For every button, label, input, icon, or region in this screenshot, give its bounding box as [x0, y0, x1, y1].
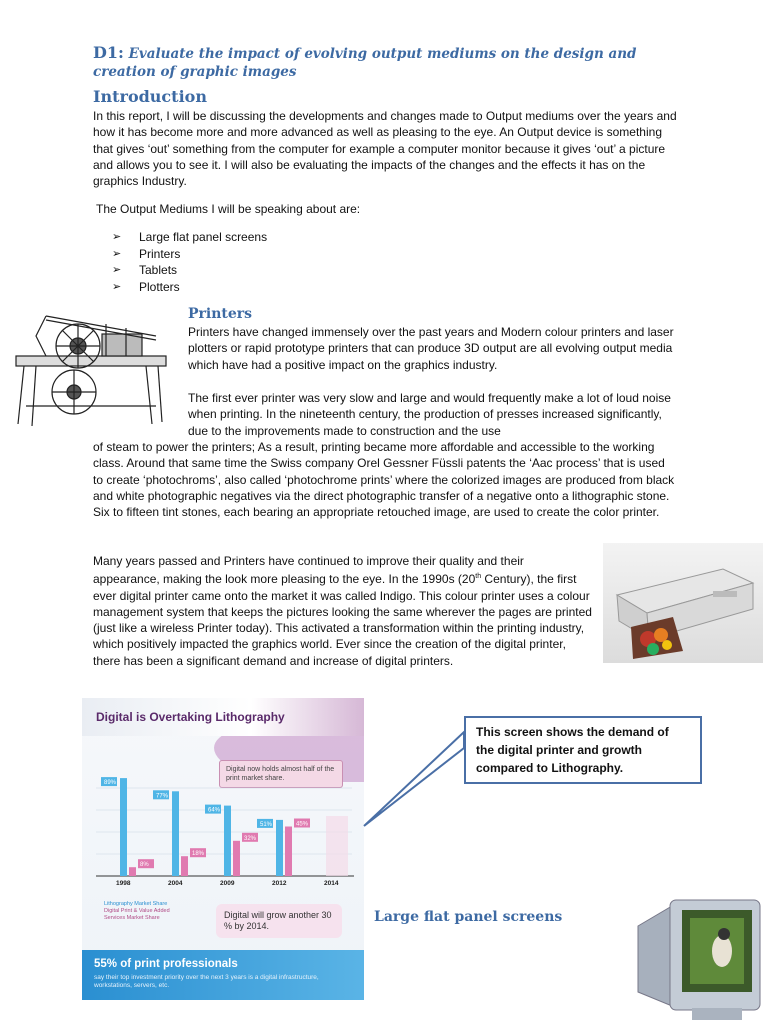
data-label-lithography: 51% [260, 821, 273, 828]
bar-lithography [120, 778, 127, 876]
x-tick-label: 1998 [116, 880, 131, 887]
printers-paragraph-2-rest: of steam to power the printers; As a result, printing became more affordable and accessible to the working class. Around that same time the Swiss company Orel Gessner Füssli patents the ‘Aac process’ that is used to create ‘photochroms’, also called ‘photochrome prints’ where the colorized images are produced from black and white photographic negatives via the direct photographic transfer of a negative onto a lithographic stone. Six to fifteen tint stones, each bearing an appropriate retouched image, are used to create the color printer. [93, 440, 675, 520]
printers-title: Printers [188, 306, 253, 322]
data-label-digital: 8% [140, 862, 149, 869]
data-label-digital: 18% [192, 851, 205, 858]
x-tick-label: 2012 [272, 880, 287, 887]
bar-lithography [224, 806, 231, 876]
bar-lithography [276, 820, 283, 876]
arrow-bullet-icon: ➢ [112, 280, 122, 293]
list-intro: The Output Mediums I will be speaking about are: [96, 202, 361, 216]
bar-digital [129, 867, 136, 876]
digital-vs-lithography-infographic [82, 698, 364, 1000]
printing-press-image [6, 306, 178, 434]
bar-digital [233, 841, 240, 876]
legend-lithography: Lithography Market Share [104, 901, 168, 907]
bar-digital [181, 856, 188, 876]
data-label-lithography: 64% [208, 807, 221, 814]
chart-legend [104, 901, 184, 922]
heading-text: Evaluate the impact of evolving output mediums on the design and creation of graphic images [93, 46, 637, 80]
printers-paragraph-1: Printers have changed immensely over the past years and Modern colour printers and laser plotters or rapid prototype printers that can produce 3D output are all evolving output media which have had a positive impact on the graphics industry. [188, 325, 674, 372]
large-flat-panel-screens-title: Large flat panel screens [374, 909, 563, 925]
arrow-bullet-icon: ➢ [112, 231, 122, 243]
assignment-heading [93, 44, 693, 81]
data-label-lithography: 77% [156, 793, 169, 800]
bar-lithography [172, 791, 179, 876]
footer-text: say their top investment priority over the next 3 years is a digital infrastructure, workstations, servers, etc. [94, 974, 319, 989]
monitor-image [632, 896, 762, 1024]
infographic-title: Digital is Overtaking Lithography [82, 698, 364, 736]
introduction-title: Introduction [93, 87, 207, 106]
market-share-chart [82, 698, 364, 898]
arrow-bullet-icon: ➢ [112, 247, 122, 260]
printers-paragraph-3: Many years passed and Printers have continued to improve their quality and their appearance, making the look more pleasing to the eye. In the 1990s (20th Century), the first ever digital printer came onto the market it was called Indigo. This colour printer uses a colour management system that keeps the pictures looking the same wherever the pages are printed (just like a wireless Printer today). This activated a transformation within the printing industry, which positively impacted the graphics world. Ever since the creation of the digital printer, there has been a significant demand and increase of digital printers. [93, 554, 592, 668]
data-label-digital: 32% [244, 835, 257, 842]
bar-digital [285, 827, 292, 877]
x-tick-label: 2009 [220, 880, 235, 887]
infographic-footer [82, 950, 364, 1000]
introduction-paragraph: In this report, I will be discussing the developments and changes made to Output mediums over the years and how it has become more and more advanced as well as pleasing to the eye. An Output device is something that gives ‘out’ something from the computer for example a computer monitor because it gives ‘out’ a picture and allows you to see it. I will also be evaluating the impacts of the changes and the effects it has on the graphics Industry. [93, 109, 677, 189]
data-label-lithography: 89% [104, 780, 117, 787]
list-item: ➢ Plotters [112, 279, 180, 294]
data-label-digital: 45% [296, 821, 309, 828]
arrow-bullet-icon: ➢ [112, 264, 122, 276]
footer-headline: 55% of print professionals [94, 958, 238, 970]
list-item: ➢ Printers [112, 246, 181, 261]
callout-arrow [360, 730, 470, 830]
x-tick-label: 2014 [324, 880, 339, 887]
printers-paragraph-2-top: The first ever printer was very slow and large and would frequently make a lot of loud noise when printing. In the nineteenth century, the production of presses increased significantly, due to the improvements made to construction and the use [188, 391, 671, 438]
bar-projection [326, 816, 348, 876]
list-item: ➢ Tablets [112, 263, 178, 277]
digital-printer-image [603, 543, 763, 663]
list-item: ➢ Large flat panel screens [112, 230, 268, 244]
legend-digital: Digital Print & Value Added Services Market Share [104, 908, 170, 921]
growth-bubble: Digital will grow another 30 % by 2014. [216, 904, 342, 938]
output-mediums-list [112, 229, 267, 295]
chart-callout: This screen shows the demand of the digital printer and growth compared to Lithography. [464, 716, 702, 784]
market-share-bubble: Digital now holds almost half of the print market share. [219, 760, 343, 788]
x-tick-label: 2004 [168, 880, 183, 887]
heading-lead: D1: [93, 43, 124, 62]
